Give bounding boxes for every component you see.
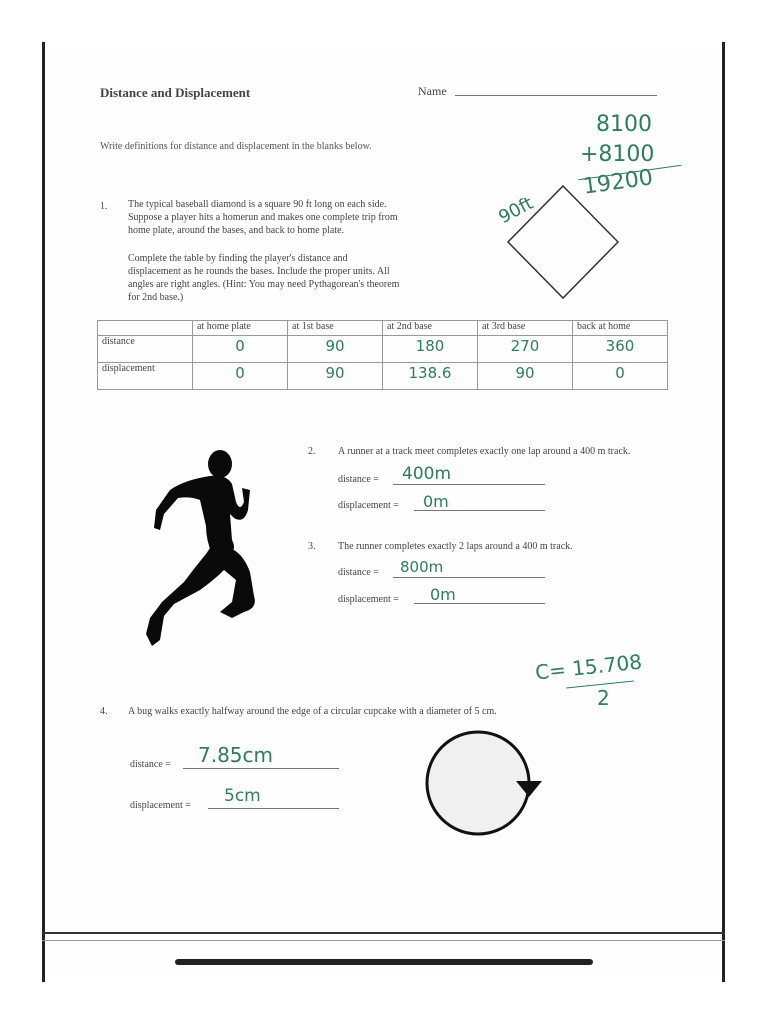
q1-instr-line: for 2nd base.) bbox=[128, 292, 184, 303]
q2-displacement-answer: 0m bbox=[423, 492, 449, 511]
q4-displacement-line bbox=[208, 808, 339, 809]
q4-displacement-answer: 5cm bbox=[224, 786, 261, 806]
side-length-label: 90ft bbox=[495, 192, 537, 229]
table-cell bbox=[288, 363, 383, 390]
cell-value: 0 bbox=[235, 337, 245, 355]
table-cell bbox=[288, 336, 383, 363]
worksheet-title: Distance and Displacement bbox=[100, 85, 251, 100]
q4-number: 4. bbox=[100, 706, 108, 717]
q1-text-line: home plate, around the bases, and back to home plate. bbox=[128, 225, 345, 236]
table-header-cell: at home plate bbox=[193, 321, 288, 336]
q1-number: 1. bbox=[100, 201, 108, 212]
q1-text-line: Suppose a player hits a homerun and makes one complete trip from bbox=[128, 212, 398, 223]
q2-distance-line bbox=[393, 484, 545, 485]
q3-distance-label: distance = bbox=[338, 567, 379, 578]
page-bottom-edge-2 bbox=[42, 940, 725, 941]
q2-text: A runner at a track meet completes exactly one lap around a 400 m track. bbox=[338, 446, 631, 457]
cell-value: 0 bbox=[235, 364, 245, 382]
q2-number: 2. bbox=[308, 446, 316, 457]
q3-distance-line bbox=[393, 577, 545, 578]
table-header-cell: at 2nd base bbox=[383, 321, 478, 336]
q3-displacement-label: displacement = bbox=[338, 594, 399, 605]
calc-line-1: 8100 bbox=[596, 112, 652, 137]
table-header-cell: back at home bbox=[573, 321, 668, 336]
cell-value: 270 bbox=[510, 337, 540, 355]
cell-value: 138.6 bbox=[408, 364, 452, 382]
page-bottom-edge bbox=[42, 932, 725, 934]
q4-calc-bottom: 2 bbox=[597, 686, 610, 710]
q3-distance-answer: 800m bbox=[400, 558, 444, 576]
table-cell bbox=[383, 363, 478, 390]
q4-distance-answer: 7.85cm bbox=[198, 743, 274, 767]
cell-value: 90 bbox=[325, 364, 345, 382]
table-cell bbox=[478, 336, 573, 363]
row-label: distance bbox=[98, 336, 193, 363]
cell-value: 90 bbox=[515, 364, 535, 382]
table-cell bbox=[383, 336, 478, 363]
row-label: displacement bbox=[98, 363, 193, 390]
cupcake-circle-diagram bbox=[420, 725, 550, 845]
calc-line-3: 19200 bbox=[581, 165, 655, 200]
q1-instr-line: angles are right angles. (Hint: You may need Pythagorean's theorem bbox=[128, 279, 400, 290]
q1-instr-line: Complete the table by finding the player's distance and bbox=[128, 253, 348, 264]
table-cell bbox=[573, 336, 668, 363]
q3-text: The runner completes exactly 2 laps around a 400 m track. bbox=[338, 541, 573, 552]
q1-text bbox=[128, 198, 458, 237]
cell-value: 360 bbox=[605, 337, 635, 355]
name-label: Name bbox=[418, 84, 447, 98]
q1-instr-line: displacement as he rounds the bases. Include the proper units. All bbox=[128, 266, 390, 277]
table-header-cell bbox=[98, 321, 193, 336]
runner-silhouette-icon bbox=[140, 440, 270, 655]
q2-displacement-label: displacement = bbox=[338, 500, 399, 511]
q1-text-line: The typical baseball diamond is a square 90 ft long on each side. bbox=[128, 199, 387, 210]
cell-value: 0 bbox=[615, 364, 625, 382]
table-cell bbox=[193, 363, 288, 390]
table-header-cell: at 1st base bbox=[288, 321, 383, 336]
distance-displacement-table bbox=[97, 320, 668, 390]
q3-displacement-answer: 0m bbox=[430, 585, 456, 604]
q2-distance-label: distance = bbox=[338, 474, 379, 485]
q4-distance-line bbox=[183, 768, 339, 769]
q4-distance-label: distance = bbox=[130, 759, 171, 770]
table-row bbox=[98, 336, 668, 363]
table-cell bbox=[193, 336, 288, 363]
table-row bbox=[98, 363, 668, 390]
instructions: Write definitions for distance and displacement in the blanks below. bbox=[100, 141, 372, 152]
cell-value: 180 bbox=[415, 337, 445, 355]
table-header-row bbox=[98, 321, 668, 336]
calc-line-2: +8100 bbox=[580, 142, 655, 167]
q4-text: A bug walks exactly halfway around the edge of a circular cupcake with a diameter of 5 cm. bbox=[128, 706, 497, 717]
q4-displacement-label: displacement = bbox=[130, 800, 191, 811]
cell-value: 90 bbox=[325, 337, 345, 355]
table-cell bbox=[478, 363, 573, 390]
table-header-cell: at 3rd base bbox=[478, 321, 573, 336]
home-indicator-bar bbox=[175, 959, 593, 965]
name-blank-line bbox=[455, 95, 657, 96]
q2-distance-answer: 400m bbox=[402, 464, 452, 484]
table-cell bbox=[573, 363, 668, 390]
q1-instructions bbox=[128, 252, 458, 304]
q4-calc-top: C= 15.708 bbox=[534, 649, 644, 685]
q3-number: 3. bbox=[308, 541, 316, 552]
